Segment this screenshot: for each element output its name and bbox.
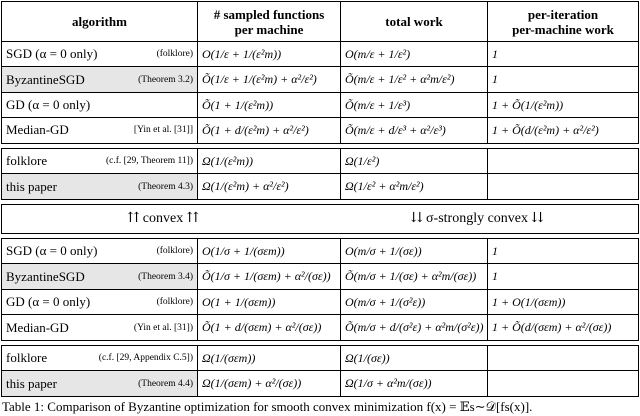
per-iter-cell [488, 346, 639, 371]
per-iter-cell: 1 [488, 42, 639, 67]
table-caption: Table 1: Comparison of Byzantine optimization for smooth convex minimization f(x) = 𝔼s∼𝒟[fs(x)]. [2, 399, 533, 414]
algorithm-name: folklore [6, 350, 48, 366]
per-iter-cell: 1 + O(1/(σεm)) [488, 289, 639, 314]
per-iter-cell [488, 371, 639, 397]
header-algorithm: algorithm [2, 2, 198, 42]
algorithm-name: Median-GD [6, 122, 69, 138]
per-iter-cell: 1 + Õ(d/(ε²m) + α²/ε²) [488, 118, 639, 143]
sampled-cell: Ω(1/(ε²m) + α²/ε²) [198, 174, 341, 199]
algorithm-cell [2, 264, 198, 289]
per-iter-cell: 1 + Õ(d/(σεm) + α²/(σε)) [488, 315, 639, 340]
sampled-cell: Ω(1/(ε²m)) [198, 148, 341, 173]
sampled-cell: Õ(1 + 1/(ε²m)) [198, 92, 341, 117]
algorithm-name: ByzantineSGD [6, 268, 85, 284]
sampled-cell: Õ(1/σ + 1/(σεm) + α²/(σε)) [198, 264, 341, 289]
table-row [2, 346, 639, 371]
algorithm-cell [2, 148, 198, 173]
table-row [2, 289, 639, 314]
algorithm-reference: (folklore) [156, 297, 193, 308]
header-per-iter-line2: per-machine work [512, 21, 614, 37]
algorithm-reference: (Theorem 3.4) [138, 271, 193, 282]
algorithm-cell [2, 346, 198, 371]
algorithm-name: folklore [6, 153, 48, 169]
header-sampled-functions [198, 2, 341, 42]
algorithm-name: Median-GD [6, 319, 69, 335]
algorithm-reference: (Theorem 4.3) [138, 181, 193, 192]
total-cell: Ω(1/ε²) [341, 148, 488, 173]
table-row [2, 174, 639, 199]
table-row [2, 315, 639, 340]
algorithm-name: SGD (α = 0 only) [6, 46, 98, 62]
sampled-cell: Õ(1 + d/(ε²m) + α²/ε²) [198, 118, 341, 143]
sampled-cell: Ω(1/(σεm)) [198, 346, 341, 371]
algorithm-reference: (Theorem 4.4) [138, 378, 193, 389]
per-iter-cell: 1 [488, 67, 639, 92]
total-cell: Õ(m/σ + 1/(σε) + α²m/(σε)) [341, 264, 488, 289]
convex-label: ⇈ convex ⇈ [127, 211, 199, 227]
table-row [2, 239, 639, 264]
total-cell: Õ(m/ε + 1/ε³) [341, 92, 488, 117]
total-cell: Ω(1/(σε)) [341, 346, 488, 371]
algorithm-reference: (c.f. [29, Appendix C.5]) [98, 353, 193, 364]
sampled-cell: O(1/ε + 1/(ε²m)) [198, 42, 341, 67]
sampled-cell: O(1 + 1/(σεm)) [198, 289, 341, 314]
algorithm-reference: (folklore) [156, 246, 193, 257]
sampled-cell: Ω(1/(σεm) + α²/(σε)) [198, 371, 341, 397]
per-iter-cell [488, 174, 639, 199]
algorithm-name: SGD (α = 0 only) [6, 243, 98, 259]
per-iter-cell: 1 + Õ(1/(ε²m)) [488, 92, 639, 117]
sampled-cell: O(1/σ + 1/(σεm)) [198, 239, 341, 264]
algorithm-name: ByzantineSGD [6, 71, 85, 87]
algorithm-cell [2, 289, 198, 314]
total-cell: Õ(m/ε + d/ε³ + α²/ε³) [341, 118, 488, 143]
section-divider-row [2, 205, 639, 234]
algorithm-cell [2, 67, 198, 92]
header-total-work: total work [341, 2, 488, 42]
total-cell: Õ(m/σ + d/(σ²ε) + α²m/(σ²ε)) [341, 315, 488, 340]
algorithm-cell [2, 42, 198, 67]
section-divider-cell [2, 205, 639, 234]
algorithm-reference: (folklore) [156, 49, 193, 60]
algorithm-cell [2, 118, 198, 143]
algorithm-reference: [Yin et al. [31]] [133, 125, 193, 136]
header-per-iteration [488, 2, 639, 42]
algorithm-reference: (c.f. [29, Theorem 11]) [105, 156, 193, 167]
per-iter-cell [488, 148, 639, 173]
sampled-cell: Õ(1 + d/(σεm) + α²/(σε)) [198, 315, 341, 340]
header-row [2, 2, 639, 42]
strongly-convex-label: ⇊ σ-strongly convex ⇊ [410, 211, 544, 227]
table-row [2, 67, 639, 92]
header-per-iter-line1: per-iteration [527, 6, 599, 22]
algorithm-reference: (Yin et al. [31]) [133, 322, 193, 333]
table-row [2, 371, 639, 397]
table-row [2, 42, 639, 67]
per-iter-cell: 1 [488, 239, 639, 264]
sampled-cell: Õ(1/ε + 1/(ε²m) + α²/ε²) [198, 67, 341, 92]
table-row [2, 264, 639, 289]
total-cell: O(m/σ + 1/(σε)) [341, 239, 488, 264]
algorithm-cell [2, 315, 198, 340]
table-row [2, 148, 639, 173]
header-sampled-line2: per machine [234, 21, 304, 37]
total-cell: Ω(1/ε² + α²m/ε²) [341, 174, 488, 199]
algorithm-cell [2, 174, 198, 199]
algorithm-name: GD (α = 0 only) [6, 294, 91, 310]
per-iter-cell: 1 [488, 264, 639, 289]
header-sampled-line1: # sampled functions [213, 6, 325, 22]
algorithm-cell [2, 371, 198, 397]
algorithm-name: GD (α = 0 only) [6, 97, 91, 113]
total-cell: O(m/σ + 1/(σ²ε)) [341, 289, 488, 314]
table-row [2, 92, 639, 117]
algorithm-reference: (Theorem 3.2) [138, 74, 193, 85]
algorithm-cell [2, 92, 198, 117]
comparison-table [1, 1, 639, 397]
table-row [2, 118, 639, 143]
algorithm-name: this paper [6, 178, 57, 194]
algorithm-name: this paper [6, 375, 57, 391]
total-cell: O(m/ε + 1/ε²) [341, 42, 488, 67]
algorithm-cell [2, 239, 198, 264]
total-cell: Õ(m/ε + 1/ε² + α²m/ε²) [341, 67, 488, 92]
total-cell: Ω(1/σ + α²m/(σε)) [341, 371, 488, 397]
